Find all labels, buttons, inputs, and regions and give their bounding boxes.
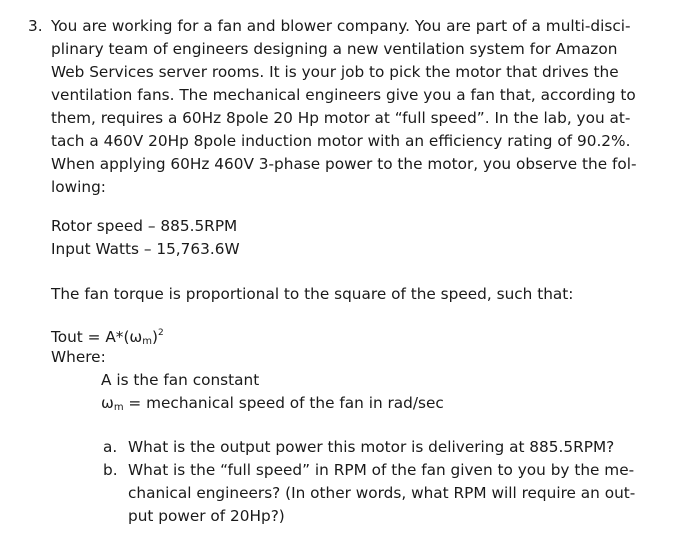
torque-formula (51, 326, 164, 348)
formula-lhs: Tout = A*(ω (51, 328, 143, 346)
formula-exponent: 2 (157, 328, 164, 338)
question-b-text: chanical engineers? (In other words, what RPM will require an out- (128, 484, 636, 502)
definition-a: A is the fan constant (101, 371, 260, 389)
question-b-text: What is the “full speed” in RPM of the fan given to you by the me- (128, 461, 635, 479)
question-a-label: a. (103, 438, 118, 456)
torque-statement: The fan torque is proportional to the square of the speed, such that: (51, 285, 574, 303)
input-watts-observation: Input Watts – 15,763.6W (51, 240, 240, 258)
intro-line: tach a 460V 20Hp 8pole induction motor with an efficiency rating of 90.2%. (51, 132, 631, 150)
intro-line: You are working for a fan and blower company. You are part of a multi-disci- (51, 17, 631, 35)
where-label: Where: (51, 348, 106, 366)
question-a-text: What is the output power this motor is delivering at 885.5RPM? (128, 438, 615, 456)
intro-line: lowing: (51, 178, 106, 196)
formula-subscript: m (142, 336, 152, 347)
question-number: 3. (28, 17, 43, 35)
omega-subscript: m (113, 402, 124, 413)
omega-symbol: ω (101, 394, 114, 412)
intro-line: Web Services server rooms. It is your job to pick the motor that drives the (51, 63, 619, 81)
definition-wm-text: = mechanical speed of the fan in rad/sec (123, 394, 444, 412)
intro-line: ventilation fans. The mechanical engineers give you a fan that, according to (51, 86, 636, 104)
rotor-speed-observation: Rotor speed – 885.5RPM (51, 217, 238, 235)
question-b-text: put power of 20Hp?) (128, 507, 285, 525)
intro-line: When applying 60Hz 460V 3-phase power to the motor, you observe the fol- (51, 155, 637, 173)
intro-line: them, requires a 60Hz 8pole 20 Hp motor at “full speed”. In the lab, you at- (51, 109, 631, 127)
question-b-label: b. (103, 461, 118, 479)
formula-close: ) (151, 328, 158, 346)
definition-wm (101, 392, 444, 414)
intro-line: plinary team of engineers designing a new ventilation system for Amazon (51, 40, 618, 58)
